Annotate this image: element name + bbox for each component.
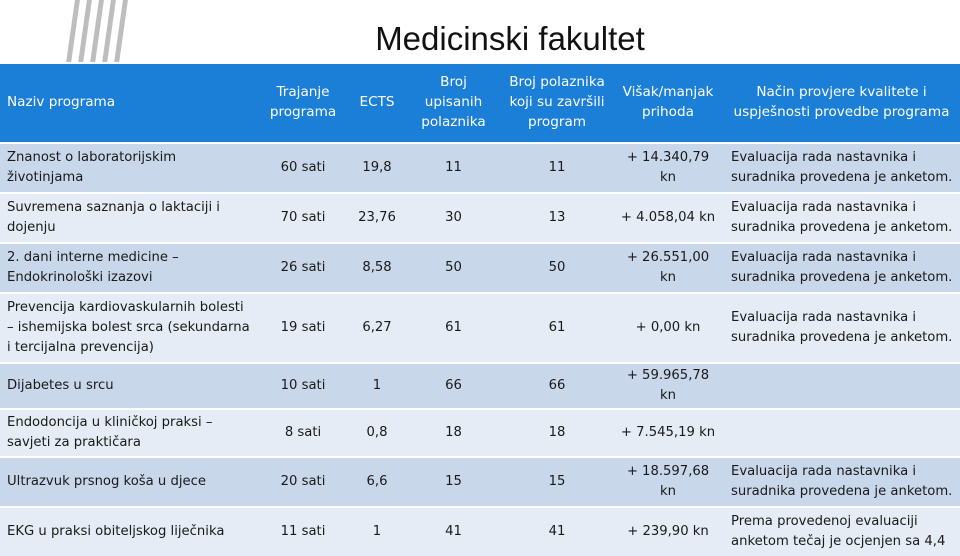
program-quality: Evaluacija rada nastavnika i suradnika provedena je anketom. xyxy=(723,192,960,242)
program-enrolled: 41 xyxy=(406,506,501,556)
program-ects: 1 xyxy=(348,506,406,556)
program-balance: + 59.965,78 kn xyxy=(613,362,723,408)
header-enrolled: Broj upisanih polaznika xyxy=(406,64,501,142)
header-name: Naziv programa xyxy=(0,64,258,142)
program-duration: 70 sati xyxy=(258,192,348,242)
program-balance: + 239,90 kn xyxy=(613,506,723,556)
table-row xyxy=(0,408,960,456)
program-enrolled: 11 xyxy=(406,142,501,192)
program-name: Prevencija kardiovaskularnih bolesti – ishemijska bolest srca (sekundarna i tercijalna prevencija) xyxy=(0,292,258,362)
program-completed: 13 xyxy=(501,192,613,242)
program-duration: 26 sati xyxy=(258,242,348,292)
program-ects: 8,58 xyxy=(348,242,406,292)
page-title: Medicinski fakultet xyxy=(375,20,645,57)
table-row xyxy=(0,242,960,292)
program-completed: 50 xyxy=(501,242,613,292)
program-balance: + 18.597,68 kn xyxy=(613,456,723,506)
program-completed: 66 xyxy=(501,362,613,408)
programs-table xyxy=(0,64,960,556)
program-quality: Evaluacija rada nastavnika i suradnika provedena je anketom. xyxy=(723,456,960,506)
program-ects: 19,8 xyxy=(348,142,406,192)
program-duration: 10 sati xyxy=(258,362,348,408)
program-duration: 20 sati xyxy=(258,456,348,506)
program-name: Suvremena saznanja o laktaciji i dojenju xyxy=(0,192,258,242)
program-enrolled: 18 xyxy=(406,408,501,456)
header-duration: Trajanje programa xyxy=(258,64,348,142)
header-balance: Višak/manjak prihoda xyxy=(613,64,723,142)
program-enrolled: 30 xyxy=(406,192,501,242)
program-name: Endodoncija u kliničkoj praksi – savjeti za praktičara xyxy=(0,408,258,456)
table-row xyxy=(0,362,960,408)
program-balance: + 7.545,19 kn xyxy=(613,408,723,456)
program-ects: 6,27 xyxy=(348,292,406,362)
program-ects: 0,8 xyxy=(348,408,406,456)
header-row xyxy=(0,64,960,142)
program-duration: 19 sati xyxy=(258,292,348,362)
program-completed: 18 xyxy=(501,408,613,456)
program-ects: 1 xyxy=(348,362,406,408)
program-ects: 6,6 xyxy=(348,456,406,506)
program-name: Dijabetes u srcu xyxy=(0,362,258,408)
program-enrolled: 66 xyxy=(406,362,501,408)
program-balance: + 26.551,00 kn xyxy=(613,242,723,292)
table-row xyxy=(0,142,960,192)
program-balance: + 0,00 kn xyxy=(613,292,723,362)
program-balance: + 4.058,04 kn xyxy=(613,192,723,242)
program-completed: 11 xyxy=(501,142,613,192)
table-row xyxy=(0,192,960,242)
header-quality: Način provjere kvalitete i uspješnosti provedbe programa xyxy=(723,64,960,142)
program-name: 2. dani interne medicine – Endokrinološki izazovi xyxy=(0,242,258,292)
program-quality xyxy=(723,362,960,408)
program-completed: 61 xyxy=(501,292,613,362)
program-quality xyxy=(723,408,960,456)
header-completed: Broj polaznika koji su završili program xyxy=(501,64,613,142)
program-completed: 15 xyxy=(501,456,613,506)
program-duration: 8 sati xyxy=(258,408,348,456)
program-duration: 11 sati xyxy=(258,506,348,556)
program-name: EKG u praksi obiteljskog liječnika xyxy=(0,506,258,556)
program-enrolled: 50 xyxy=(406,242,501,292)
table-row xyxy=(0,292,960,362)
program-quality: Evaluacija rada nastavnika i suradnika provedena je anketom. xyxy=(723,292,960,362)
program-completed: 41 xyxy=(501,506,613,556)
program-name: Znanost o laboratorijskim životinjama xyxy=(0,142,258,192)
program-quality: Evaluacija rada nastavnika i suradnika provedena je anketom. xyxy=(723,242,960,292)
header-ects: ECTS xyxy=(348,64,406,142)
program-quality: Evaluacija rada nastavnika i suradnika provedena je anketom. xyxy=(723,142,960,192)
program-name: Ultrazvuk prsnog koša u djece xyxy=(0,456,258,506)
program-enrolled: 15 xyxy=(406,456,501,506)
program-quality: Prema provedenoj evaluaciji anketom tečaj je ocjenjen sa 4,4 xyxy=(723,506,960,556)
program-balance: + 14.340,79 kn xyxy=(613,142,723,192)
program-enrolled: 61 xyxy=(406,292,501,362)
table-row xyxy=(0,506,960,556)
program-ects: 23,76 xyxy=(348,192,406,242)
table-row xyxy=(0,456,960,506)
program-duration: 60 sati xyxy=(258,142,348,192)
